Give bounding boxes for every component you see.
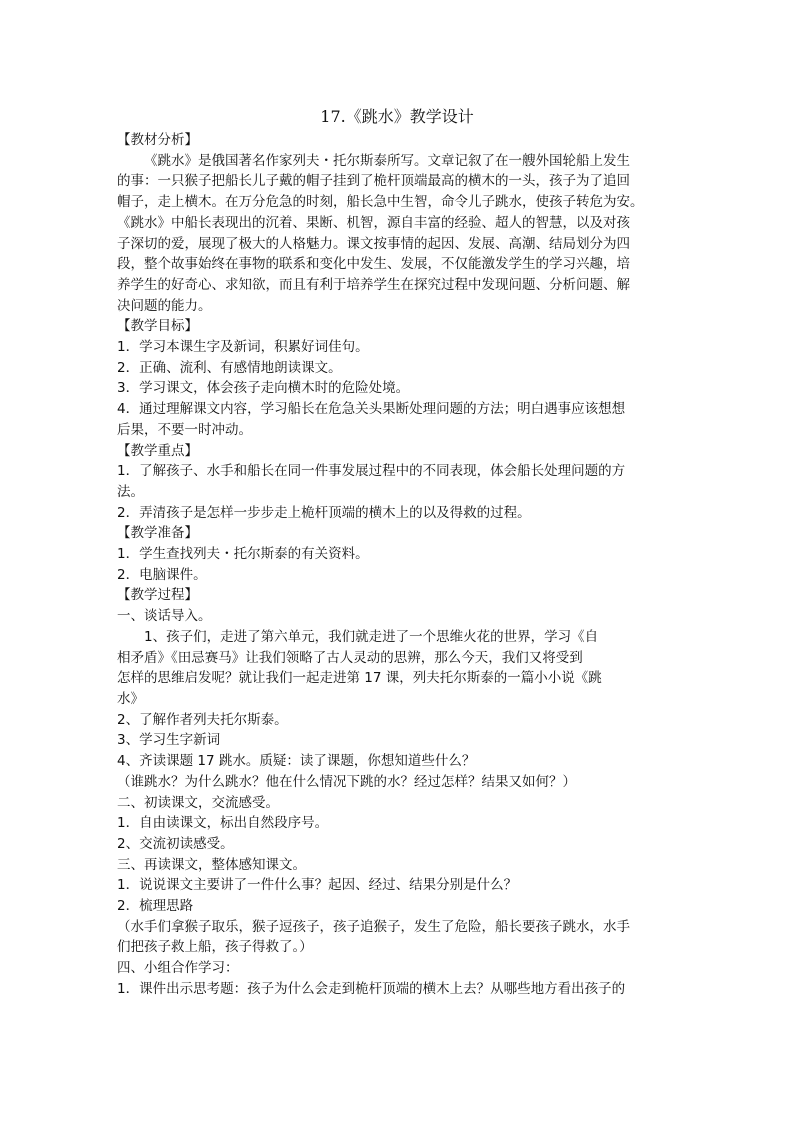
text-line: 2、交流初读感受。: [117, 835, 234, 852]
text-line: 【教材分析】: [117, 132, 198, 148]
text-line: 后果，不要一时冲动。: [117, 421, 252, 438]
text-line: 二、初读课文，交流感受。: [117, 794, 279, 811]
text-line: 1、孩子们，走进了第六单元，我们就走进了一个思维火花的世界，学习《自: [144, 628, 599, 645]
text-line: 1．学生查找列夫・托尔斯泰的有关资料。: [117, 546, 369, 563]
text-line: 【教学过程】: [117, 587, 198, 604]
text-line: 三、再读课文，整体感知课文。: [117, 856, 306, 873]
text-line: 2．电脑课件。: [117, 566, 207, 583]
text-line: 的事：一只猴子把船长儿子戴的帽子挂到了桅杆顶端最高的横木的一头，孩子为了追回: [117, 173, 630, 190]
text-line: 【教学重点】: [117, 442, 198, 459]
text-line: 3、学习生字新词: [117, 732, 221, 749]
text-line: 2．弄清孩子是怎样一步步走上桅杆顶端的横木上的以及得救的过程。: [117, 504, 531, 521]
text-line: 2．梳理思路: [117, 898, 194, 915]
text-line: 1．了解孩子、水手和船长在同一件事发展过程中的不同表现，体会船长处理问题的方: [117, 463, 626, 480]
text-line: 1．课件出示思考题：孩子为什么会走到桅杆顶端的横木上去？从哪些地方看出孩子的: [117, 980, 626, 997]
document-body: [117, 130, 677, 1000]
document-page: [117, 104, 677, 1000]
text-line: 1．自由读课文，标出自然段序号。: [117, 815, 329, 832]
text-line: 《跳水》是俄国著名作家列夫・托尔斯泰所写。文章记叙了在一艘外国轮船上发生: [144, 152, 630, 169]
text-line: 怎样的思维启发呢？就让我们一起走进第 17 课，列夫托尔斯泰的一篇小小说《跳: [117, 670, 602, 687]
text-line: 段，整个故事始终在事物的联系和变化中发生、发展，不仅能激发学生的学习兴趣，培: [117, 256, 630, 273]
text-line: 帽子，走上横木。在万分危急的时刻，船长急中生智，命令儿子跳水，使孩子转危为安。: [117, 194, 644, 211]
text-line: （水手们拿猴子取乐，猴子逗孩子，孩子追猴子，发生了危险，船长要孩子跳水，水手: [117, 918, 630, 935]
text-line: 法。: [117, 483, 144, 500]
text-line: 子深切的爱，展现了极大的人格魅力。课文按事情的起因、发展、高潮、结局划分为四: [117, 235, 630, 252]
text-line: 们把孩子救上船，孩子得救了。）: [117, 939, 313, 956]
text-line: 养学生的好奇心、求知欲，而且有利于培养学生在探究过程中发现问题、分析问题、解: [117, 276, 630, 293]
text-line: 《跳水》中船长表现出的沉着、果断、机智，源自丰富的经验、超人的智慧，以及对孩: [117, 214, 630, 231]
text-line: 决问题的能力。: [117, 297, 212, 314]
text-line: 4．通过理解课文内容，学习船长在危急关头果断处理问题的方法；明白遇事应该想想: [117, 401, 626, 418]
text-line: （谁跳水？为什么跳水？他在什么情况下跳的水？经过怎样？结果又如何？）: [117, 773, 576, 790]
text-line: 2、了解作者列夫托尔斯泰。: [117, 711, 288, 728]
text-line: 3．学习课文，体会孩子走向横木时的危险处境。: [117, 380, 410, 397]
text-line: 【教学准备】: [117, 525, 198, 542]
document-title: 17.《跳水》教学设计: [320, 107, 474, 126]
text-line: 2．正确、流利、有感情地朗读课文。: [117, 359, 342, 376]
text-line: 一、谈话导入。: [117, 608, 212, 625]
text-line: 4、齐读课题 17 跳水。质疑：读了课题，你想知道些什么？: [117, 753, 476, 770]
text-line: 1．说说课文主要讲了一件什么事？起因、经过、结果分别是什么？: [117, 877, 518, 894]
text-line: 1．学习本课生字及新词，积累好词佳句。: [117, 339, 369, 356]
text-line: 相矛盾》《田忌赛马》让我们领略了古人灵动的思辨，那么今天，我们又将受到: [117, 649, 583, 666]
text-line: 水》: [117, 690, 144, 707]
text-line: 【教学目标】: [117, 318, 198, 335]
text-line: 四、小组合作学习：: [117, 960, 239, 977]
